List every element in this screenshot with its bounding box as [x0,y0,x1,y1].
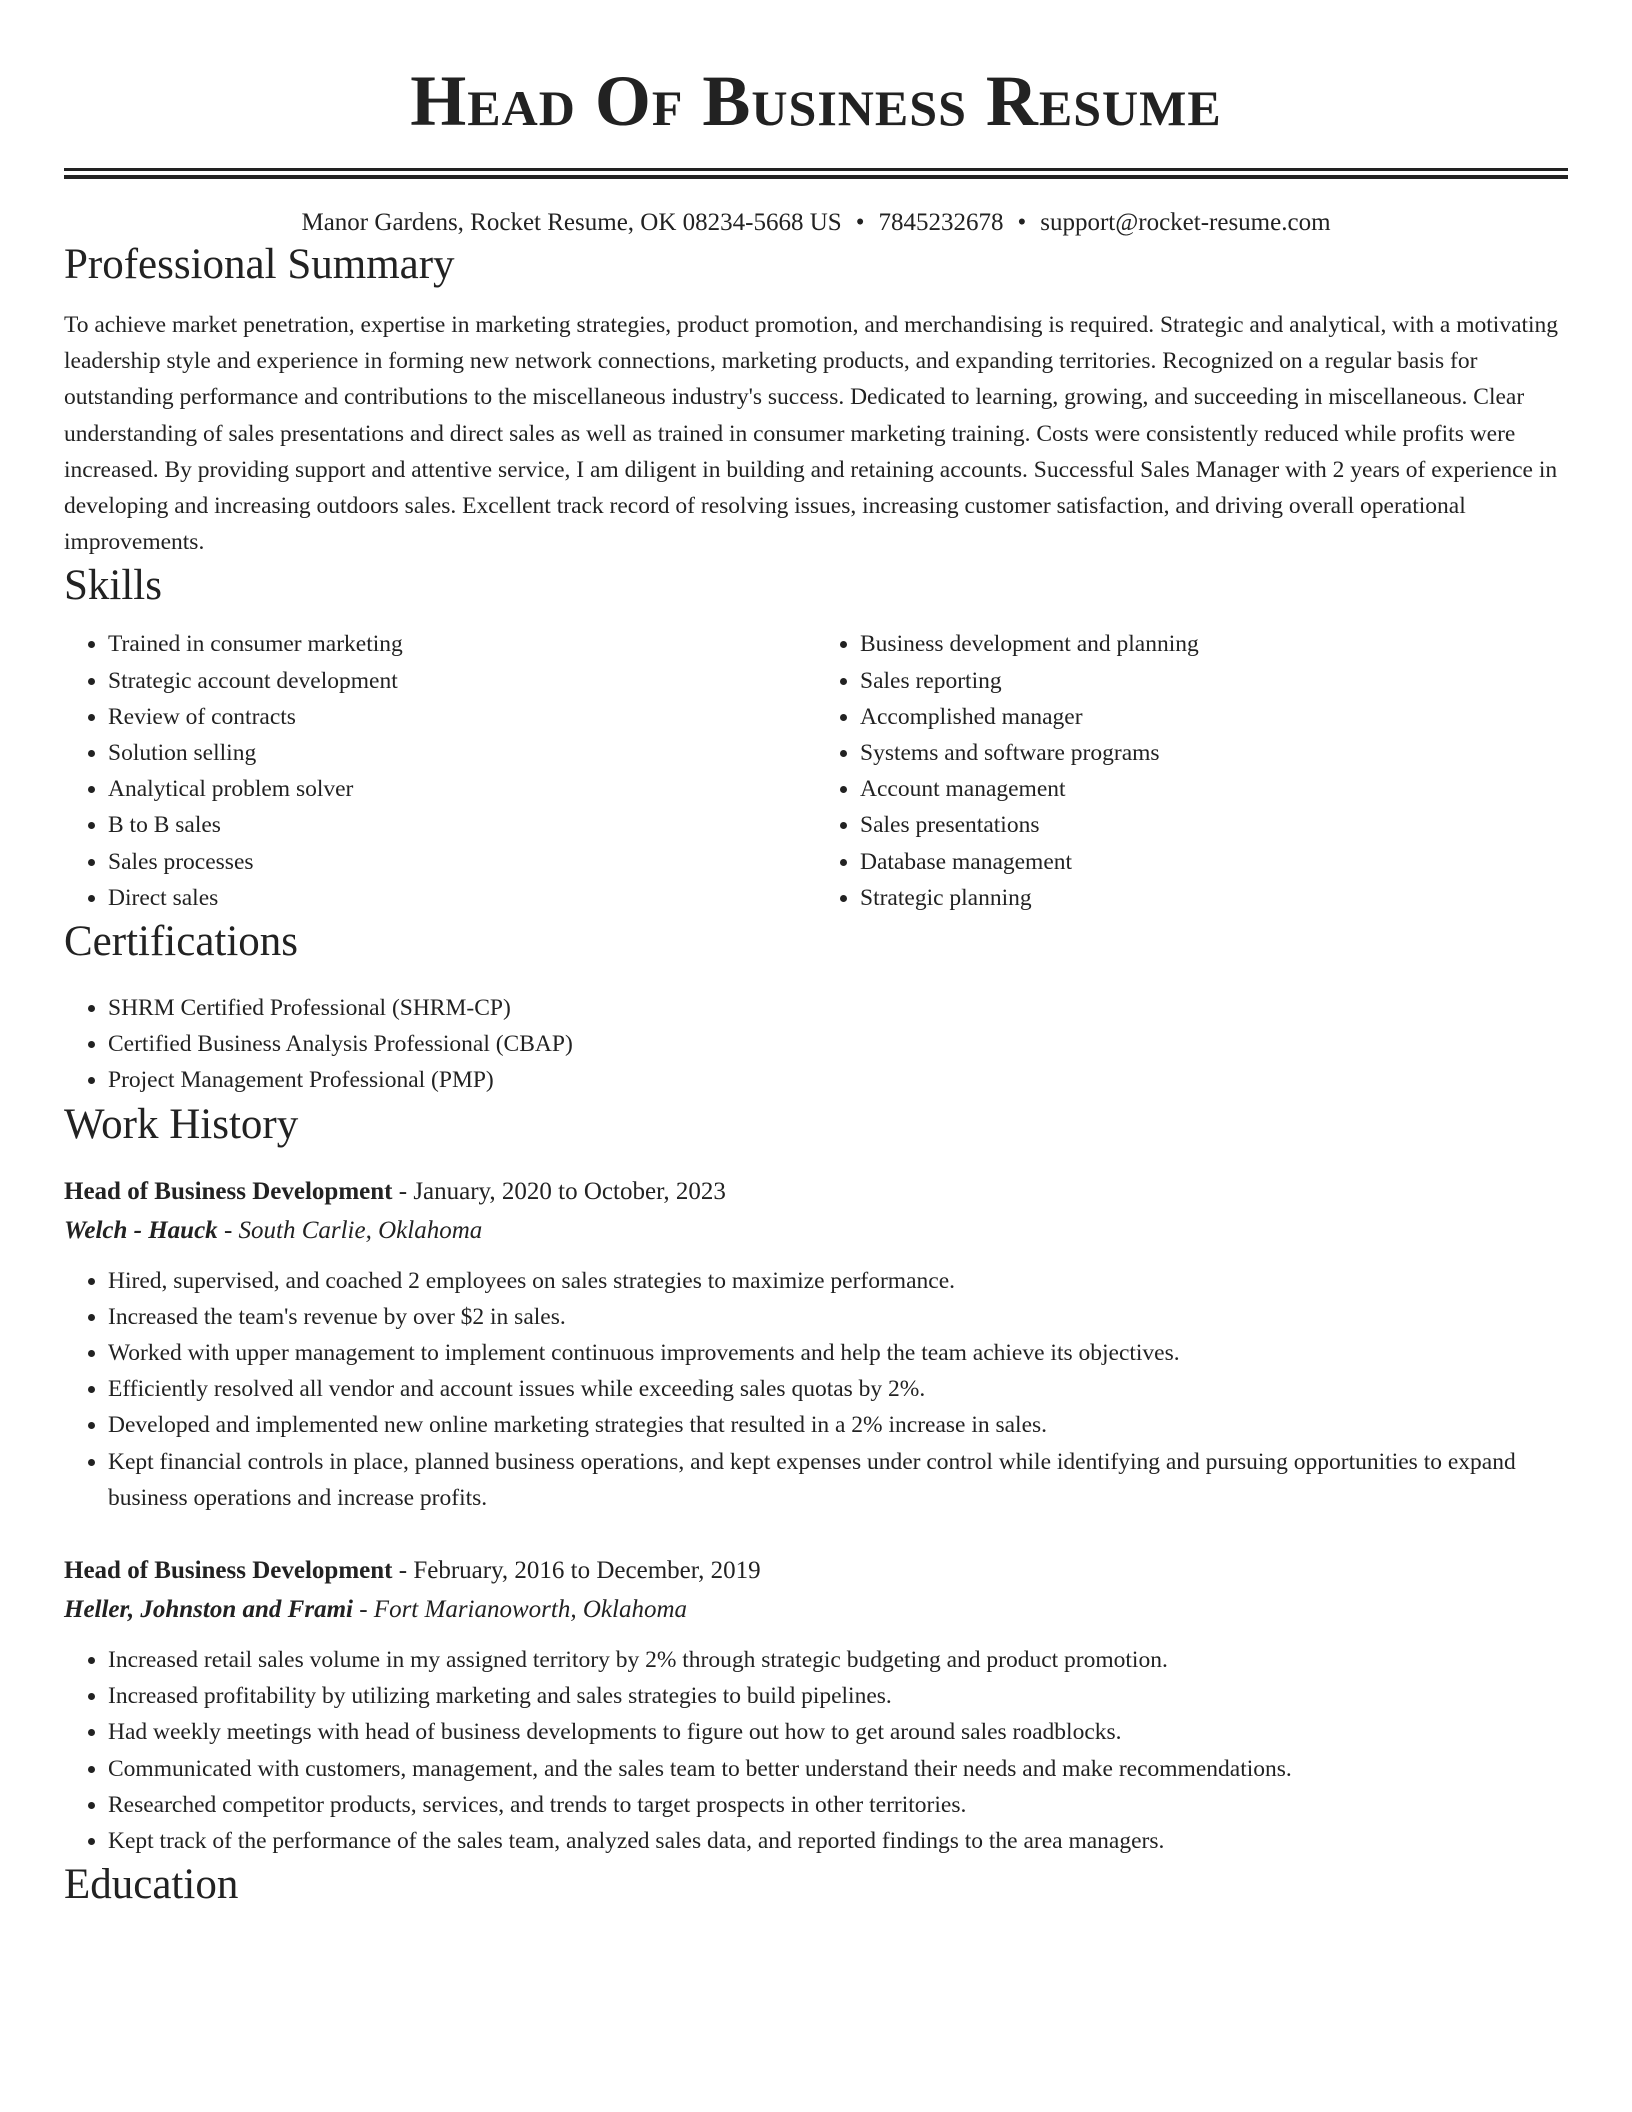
title-divider [64,168,1568,179]
summary-heading: Professional Summary [64,241,455,288]
education-heading: Education [64,1861,239,1909]
resume-title: Head Of Business Resume [410,61,1222,141]
job-bullet: • Hired, supervised, and coached 2 employees on sales strategies to maximize performance. [108,1263,1568,1299]
skill-item: • Strategic account development [108,663,816,699]
work-history-heading: Work History [64,1100,299,1148]
contact-separator: • [1017,209,1027,236]
job-bullet: • Had weekly meetings with head of business developments to figure out how to get around sales roadblocks. [108,1714,1568,1750]
contact-address: Manor Gardens, Rocket Resume, OK 08234-5668 US [301,209,842,236]
contact-line [64,207,1568,239]
certification-item: • Project Management Professional (PMP) [108,1062,1568,1098]
certification-item: • SHRM Certified Professional (SHRM-CP) [108,990,1568,1026]
job-dates: January, 2020 to October, 2023 [413,1177,726,1205]
skill-item: • Business development and planning [860,626,1568,662]
skill-item: • Solution selling [108,735,816,771]
job-location: South Carlie, Oklahoma [238,1216,483,1244]
skills-list-left [64,626,816,916]
job-bullet: • Kept track of the performance of the sales team, analyzed sales data, and reported findings to the area managers. [108,1823,1568,1859]
job-bullets [64,1642,1568,1859]
skill-item: • Accomplished manager [860,699,1568,735]
job-bullet: • Increased retail sales volume in my assigned territory by 2% through strategic budgeting and product promotion. [108,1642,1568,1678]
job-title-line: Head of Business Development - January, 2020 to October, 2023 [64,1177,726,1205]
skill-item: • Analytical problem solver [108,771,816,807]
skills-heading: Skills [64,562,162,610]
contact-phone: 7845232678 [878,209,1004,236]
job-bullet: • Communicated with customers, management, and the sales team to better understand their needs and make recommendations. [108,1751,1568,1787]
job-bullet: • Developed and implemented new online marketing strategies that resulted in a 2% increase in sales. [108,1407,1568,1443]
job-company: Heller, Johnston and Frami [64,1596,353,1624]
certifications-heading: Certifications [64,918,299,966]
job-bullet: • Kept financial controls in place, planned business operations, and kept expenses under control while identifying and pursuing opportunities to expand business operations and increase profits. [108,1444,1568,1516]
certifications-list [64,990,1568,1099]
skill-item: • Account management [860,771,1568,807]
job-dates: February, 2016 to December, 2019 [413,1557,761,1585]
skill-item: • Sales reporting [860,663,1568,699]
skills-list-right [816,626,1568,916]
job-entry [64,1552,1568,1859]
summary-text: To achieve market penetration, expertise in marketing strategies, product promotion, and merchandising is required. Strategic and analytical, with a motivating leadership style and experience in forming new network connections, marketing products, and expanding territories. Recognized on a regular basis for outstanding performance and contributions to the miscellaneous industry's success. Dedicated to learning, growing, and succeeding in miscellaneous. Clear understanding of sales presentations and direct sales as well as trained in consumer marketing training. Costs were consistently reduced while profits were increased. By providing support and attentive service, I am diligent in building and retaining accounts. Successful Sales Manager with 2 years of experience in developing and increasing outdoors sales. Excellent track record of resolving issues, increasing customer satisfaction, and driving overall operational improvements. [64,312,1559,556]
certification-item: • Certified Business Analysis Professional (CBAP) [108,1026,1568,1062]
job-title: Head of Business Development [64,1557,393,1585]
job-bullet: • Worked with upper management to implement continuous improvements and help the team achieve its objectives. [108,1335,1568,1371]
job-entry [64,1173,1568,1516]
skill-item: • Review of contracts [108,699,816,735]
job-company-line: Welch - Hauck - South Carlie, Oklahoma [64,1216,483,1244]
job-bullet: • Efficiently resolved all vendor and account issues while exceeding sales quotas by 2%. [108,1371,1568,1407]
skill-item: • Database management [860,844,1568,880]
job-title: Head of Business Development [64,1177,393,1205]
skills-columns [64,626,1568,916]
job-bullet: • Increased profitability by utilizing marketing and sales strategies to build pipelines. [108,1678,1568,1714]
skill-item: • Trained in consumer marketing [108,626,816,662]
contact-email: support@rocket-resume.com [1040,209,1331,236]
job-location: Fort Marianoworth, Oklahoma [373,1596,687,1624]
skill-item: • Systems and software programs [860,735,1568,771]
job-bullet: • Increased the team's revenue by over $2 in sales. [108,1299,1568,1335]
skill-item: • B to B sales [108,807,816,843]
skill-item: • Sales processes [108,844,816,880]
job-bullet: • Researched competitor products, services, and trends to target prospects in other territories. [108,1787,1568,1823]
job-company: Welch - Hauck [64,1216,218,1244]
job-company-line: Heller, Johnston and Frami - Fort Marianoworth, Oklahoma [64,1596,687,1624]
job-title-line: Head of Business Development - February, 2016 to December, 2019 [64,1557,761,1585]
job-bullets [64,1263,1568,1516]
contact-separator: • [855,209,865,236]
skill-item: • Sales presentations [860,807,1568,843]
skill-item: • Direct sales [108,880,816,916]
skill-item: • Strategic planning [860,880,1568,916]
